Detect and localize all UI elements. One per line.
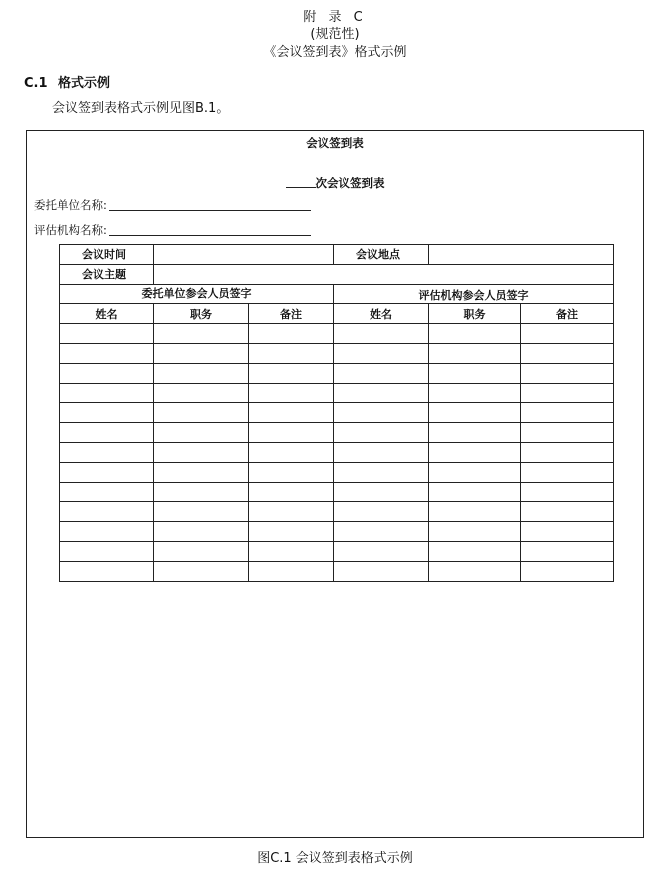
meeting-info-row xyxy=(60,245,614,265)
signature-cell xyxy=(249,383,334,403)
signature-cell xyxy=(60,502,154,522)
meeting-topic-value xyxy=(154,264,614,284)
signature-cell xyxy=(249,482,334,502)
appendix-subtitle: 《会议签到表》格式示例 xyxy=(263,45,407,60)
signature-cell xyxy=(429,541,521,561)
client-signature-header: 委托单位参会人员签字 xyxy=(60,284,334,304)
signature-cell xyxy=(334,541,429,561)
signature-cell xyxy=(60,363,154,383)
signature-cell xyxy=(521,423,614,443)
signature-cell xyxy=(154,343,249,363)
signature-cell xyxy=(249,522,334,542)
column-header: 职务 xyxy=(429,304,521,324)
evaluator-signature-header: 评估机构参会人员签字 xyxy=(334,284,614,304)
signature-cell xyxy=(521,383,614,403)
section-number: C.1 xyxy=(24,76,48,91)
appendix-type: (规范性) xyxy=(310,27,360,42)
meeting-topic-row xyxy=(60,264,614,284)
signature-cell xyxy=(521,482,614,502)
column-header: 姓名 xyxy=(334,304,429,324)
signature-cell xyxy=(521,541,614,561)
signature-row xyxy=(60,502,614,522)
signature-cell xyxy=(60,561,154,581)
signature-cell xyxy=(521,502,614,522)
signature-cell xyxy=(334,502,429,522)
signature-row xyxy=(60,442,614,462)
signature-row xyxy=(60,482,614,502)
signature-cell xyxy=(154,522,249,542)
signature-cell xyxy=(154,363,249,383)
signature-cell xyxy=(429,363,521,383)
signature-cell xyxy=(429,502,521,522)
section-heading xyxy=(24,72,110,91)
signature-cell xyxy=(60,482,154,502)
signature-cell xyxy=(521,561,614,581)
signature-cell xyxy=(154,541,249,561)
meeting-time-value xyxy=(154,245,334,265)
column-header: 职务 xyxy=(154,304,249,324)
signature-cell xyxy=(154,442,249,462)
signature-row xyxy=(60,363,614,383)
sign-in-table xyxy=(59,244,614,582)
meeting-topic-label: 会议主题 xyxy=(60,264,154,284)
signature-cell xyxy=(334,442,429,462)
evaluator-name-blank xyxy=(109,224,311,236)
signature-cell xyxy=(429,561,521,581)
signature-cell xyxy=(154,482,249,502)
signature-cell xyxy=(154,383,249,403)
signature-cell xyxy=(334,343,429,363)
client-name-blank xyxy=(109,199,311,211)
signature-cell xyxy=(249,442,334,462)
signature-cell xyxy=(249,403,334,423)
signature-cell xyxy=(249,561,334,581)
appendix-title: 附 录 C xyxy=(303,10,367,25)
signature-cell xyxy=(154,324,249,344)
client-name-label: 委托单位名称: xyxy=(34,198,107,212)
signature-cell xyxy=(521,363,614,383)
section-title: 格式示例 xyxy=(58,76,111,91)
signature-cell xyxy=(521,324,614,344)
column-header: 备注 xyxy=(249,304,334,324)
signature-cell xyxy=(154,423,249,443)
meeting-place-value xyxy=(429,245,614,265)
signature-cell xyxy=(60,343,154,363)
signature-cell xyxy=(429,403,521,423)
column-header-row xyxy=(60,304,614,324)
signature-cell xyxy=(334,482,429,502)
signature-cell xyxy=(334,423,429,443)
signature-row xyxy=(60,423,614,443)
client-name-field xyxy=(34,197,311,213)
signature-cell xyxy=(334,363,429,383)
signature-cell xyxy=(334,324,429,344)
intro-text: 会议签到表格式示例见图B.1。 xyxy=(52,101,230,116)
session-number-blank xyxy=(286,176,316,188)
signature-cell xyxy=(521,403,614,423)
signature-cell xyxy=(249,324,334,344)
evaluator-name-field xyxy=(34,222,311,238)
signature-cell xyxy=(334,403,429,423)
signature-cell xyxy=(249,462,334,482)
signature-cell xyxy=(60,442,154,462)
form-title: 会议签到表 xyxy=(306,136,364,150)
signature-cell xyxy=(521,522,614,542)
signature-cell xyxy=(334,462,429,482)
signature-cell xyxy=(429,324,521,344)
signature-cell xyxy=(60,383,154,403)
group-header-row xyxy=(60,284,614,304)
signature-cell xyxy=(60,324,154,344)
signature-cell xyxy=(249,502,334,522)
signature-cell xyxy=(521,442,614,462)
signature-cell xyxy=(429,383,521,403)
signature-row xyxy=(60,403,614,423)
signature-cell xyxy=(60,522,154,542)
signature-cell xyxy=(249,343,334,363)
session-title-text: 次会议签到表 xyxy=(315,176,385,190)
signature-cell xyxy=(60,541,154,561)
signature-row xyxy=(60,561,614,581)
signature-cell xyxy=(429,442,521,462)
signature-cell xyxy=(334,383,429,403)
signature-cell xyxy=(154,561,249,581)
signature-cell xyxy=(429,482,521,502)
meeting-time-label: 会议时间 xyxy=(60,245,154,265)
signature-row xyxy=(60,343,614,363)
signature-cell xyxy=(521,343,614,363)
signature-cell xyxy=(429,343,521,363)
signature-cell xyxy=(334,561,429,581)
meeting-place-label: 会议地点 xyxy=(334,245,429,265)
signature-cell xyxy=(154,462,249,482)
signature-row xyxy=(60,462,614,482)
session-title xyxy=(26,175,644,191)
signature-cell xyxy=(154,403,249,423)
column-header: 姓名 xyxy=(60,304,154,324)
evaluator-name-label: 评估机构名称: xyxy=(34,223,107,237)
signature-cell xyxy=(249,423,334,443)
signature-row xyxy=(60,383,614,403)
signature-cell xyxy=(60,423,154,443)
signature-cell xyxy=(60,403,154,423)
column-header: 备注 xyxy=(521,304,614,324)
signature-row xyxy=(60,541,614,561)
signature-cell xyxy=(334,522,429,542)
signature-cell xyxy=(249,541,334,561)
signature-row xyxy=(60,522,614,542)
signature-cell xyxy=(429,423,521,443)
signature-cell xyxy=(249,363,334,383)
figure-caption: 图C.1 会议签到表格式示例 xyxy=(257,851,413,866)
signature-cell xyxy=(429,522,521,542)
signature-cell xyxy=(154,502,249,522)
signature-cell xyxy=(521,462,614,482)
signature-cell xyxy=(60,462,154,482)
signature-cell xyxy=(429,462,521,482)
signature-row xyxy=(60,324,614,344)
